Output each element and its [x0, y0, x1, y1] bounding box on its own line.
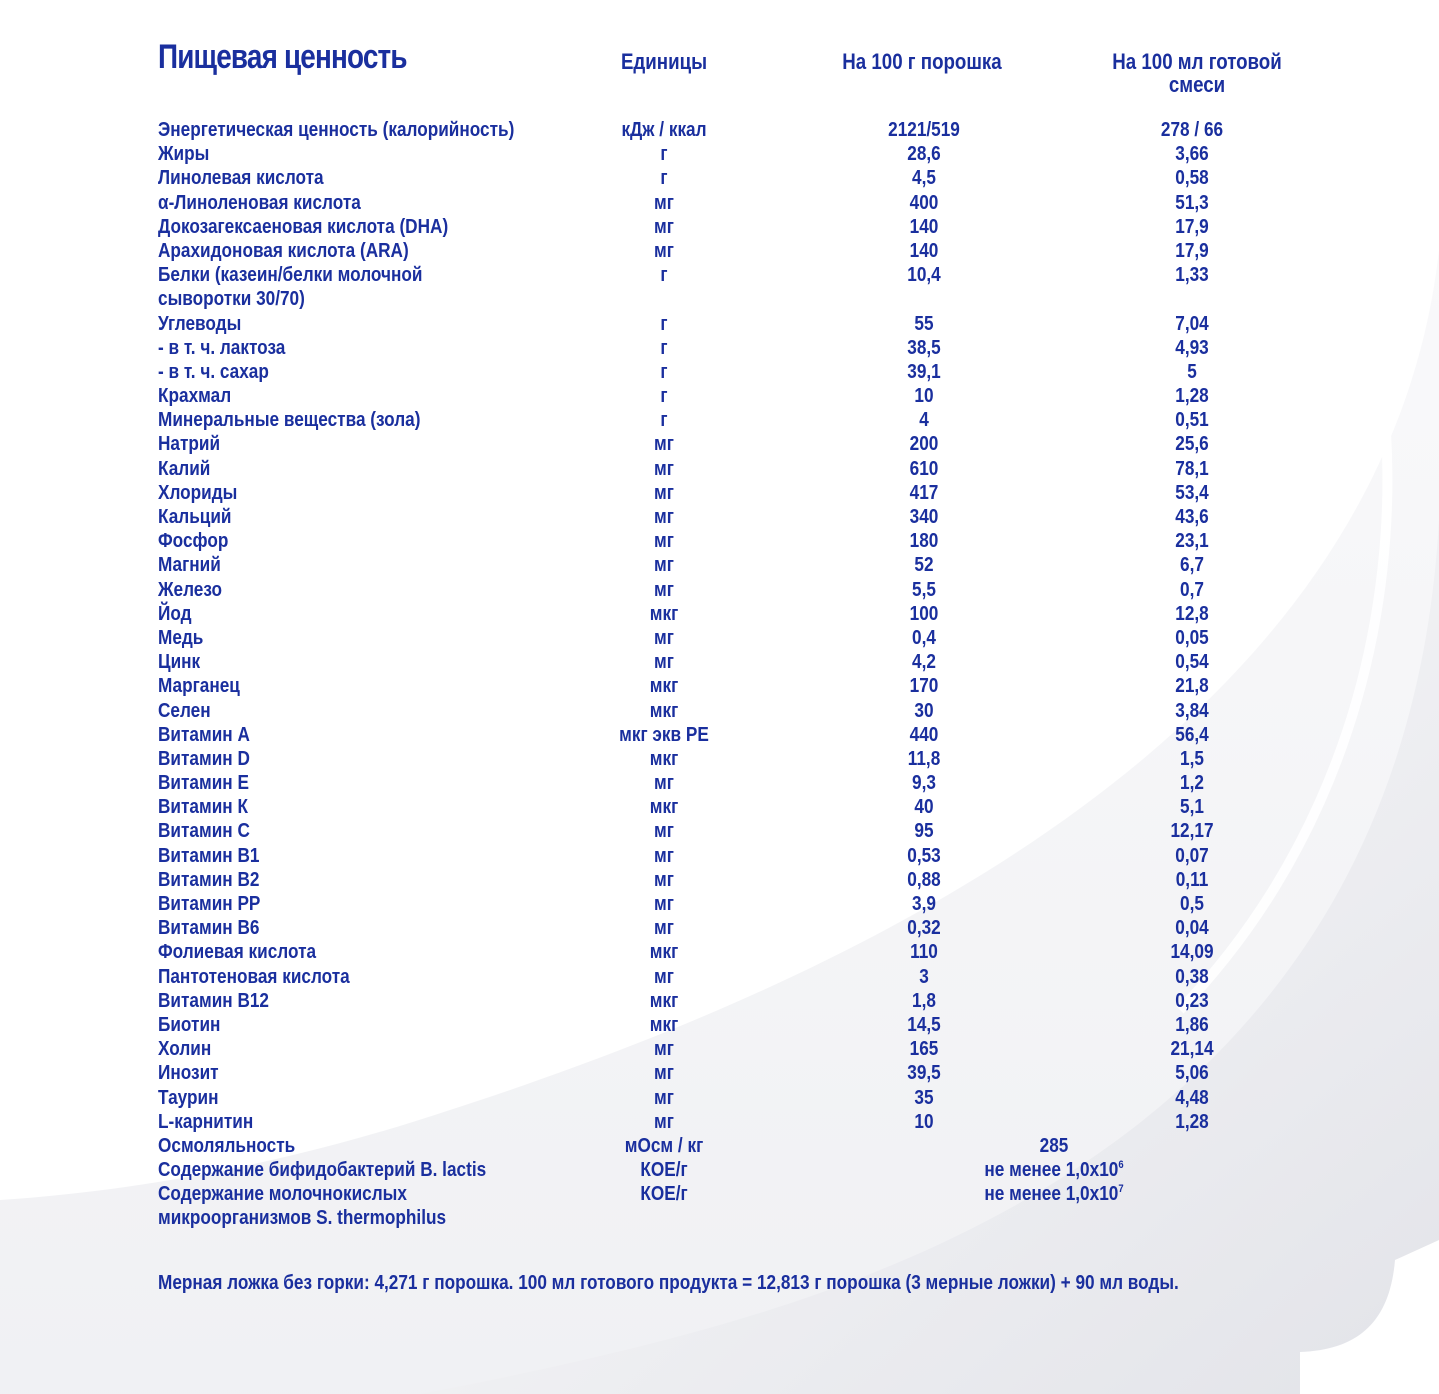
table-row — [0, 1086, 1439, 1110]
row-unit: мг — [654, 191, 674, 214]
table-row — [0, 312, 1439, 336]
row-name: Пантотеновая кислота — [158, 965, 350, 988]
row-per-ready: 0,5 — [1180, 893, 1204, 916]
row-merged-value — [951, 1158, 1157, 1185]
row-name: Хлориды — [158, 481, 238, 504]
table-row-special — [0, 1158, 1439, 1182]
row-name: - в т. ч. сахар — [158, 360, 269, 383]
row-per-ready: 5 — [1187, 360, 1197, 383]
row-name: Белки (казеин/белки молочной — [158, 264, 423, 287]
row-unit: мОсм / кг — [624, 1134, 704, 1157]
row-name: Витамин А — [158, 723, 250, 746]
row-unit: мг — [654, 626, 674, 649]
header-per-powder: На 100 г порошка — [842, 49, 1002, 74]
row-per-ready: 3,84 — [1175, 699, 1209, 722]
row-unit: мкг экв РЕ — [619, 723, 709, 746]
row-per-ready: 17,9 — [1175, 239, 1209, 262]
row-name: Селен — [158, 699, 211, 722]
row-per-ready: 278 / 66 — [1160, 119, 1224, 141]
row-per-ready: 7,04 — [1175, 312, 1209, 335]
row-per-powder: 0,4 — [912, 626, 936, 649]
table-row — [0, 432, 1439, 456]
row-name: Минеральные вещества (зола) — [158, 409, 421, 432]
row-per-powder: 110 — [910, 941, 938, 964]
row-per-ready: 0,7 — [1180, 578, 1204, 601]
row-name: Железо — [158, 578, 223, 601]
row-per-powder: 40 — [914, 796, 934, 819]
table-row — [0, 384, 1439, 408]
row-per-ready: 1,5 — [1180, 747, 1204, 770]
table-row — [0, 578, 1439, 602]
row-per-powder: 35 — [914, 1086, 934, 1109]
exponent: 6 — [1118, 1159, 1124, 1172]
row-unit: мг — [654, 1038, 674, 1061]
table-row — [0, 747, 1439, 771]
row-unit: г — [660, 312, 668, 335]
row-merged-value — [951, 1182, 1157, 1209]
row-name: Калий — [158, 457, 211, 480]
row-per-ready: 0,58 — [1175, 167, 1209, 190]
row-per-powder: 39,1 — [907, 360, 941, 383]
row-name: L-карнитин — [158, 1110, 254, 1133]
row-unit: мг — [654, 578, 674, 601]
row-per-powder: 400 — [909, 191, 939, 214]
row-unit: мг — [654, 651, 674, 674]
row-unit: мкг — [649, 602, 679, 625]
row-per-ready: 4,93 — [1175, 336, 1209, 359]
row-unit: мкг — [649, 747, 679, 770]
row-unit: мг — [654, 433, 674, 456]
row-name: Содержание бифидобактерий B. lactis — [158, 1159, 487, 1182]
row-per-powder: 3 — [919, 965, 929, 988]
row-unit: мг — [654, 1062, 674, 1085]
table-row — [0, 844, 1439, 868]
table-row — [0, 940, 1439, 964]
row-per-powder: 52 — [914, 554, 934, 577]
row-unit: мг — [654, 1110, 674, 1133]
row-name: Фосфор — [158, 530, 229, 553]
row-unit: г — [660, 409, 668, 432]
row-per-powder: 200 — [909, 433, 939, 456]
table-row-special — [0, 1182, 1439, 1230]
row-per-powder: 170 — [909, 675, 939, 698]
row-per-ready: 17,9 — [1175, 215, 1209, 238]
table-row — [0, 239, 1439, 263]
row-name: Витамин В6 — [158, 917, 260, 940]
row-name: Холин — [158, 1038, 212, 1061]
row-name-continued: микроорганизмов S. thermophilus — [158, 1207, 447, 1230]
row-per-powder: 610 — [909, 457, 939, 480]
table-row — [0, 650, 1439, 674]
row-name: Таурин — [158, 1086, 219, 1109]
row-per-powder: 140 — [909, 215, 939, 238]
row-per-ready: 21,14 — [1170, 1038, 1214, 1061]
row-name-continued: сыворотки 30/70) — [158, 288, 305, 311]
row-per-powder: 4,5 — [912, 167, 936, 190]
row-name: Кальций — [158, 506, 232, 529]
row-name: Марганец — [158, 675, 240, 698]
table-row — [0, 965, 1439, 989]
merged-value-text: 285 — [1039, 1134, 1069, 1157]
row-per-powder: 4 — [919, 409, 929, 432]
row-per-powder: 10,4 — [907, 264, 941, 287]
row-per-powder: 5,5 — [912, 578, 936, 601]
row-unit: мг — [654, 965, 674, 988]
row-name: Фолиевая кислота — [158, 941, 317, 964]
row-per-powder: 3,9 — [912, 893, 936, 916]
table-row — [0, 699, 1439, 723]
table-row — [0, 771, 1439, 795]
row-per-powder: 340 — [909, 506, 939, 529]
row-unit: г — [660, 143, 668, 166]
row-per-powder: 9,3 — [912, 772, 936, 795]
row-per-powder: 100 — [909, 602, 939, 625]
row-per-ready: 0,11 — [1175, 868, 1209, 891]
merged-value-text: не менее 1,0х10 — [984, 1159, 1119, 1182]
row-name: Инозит — [158, 1062, 219, 1085]
row-name: Витамин В1 — [158, 844, 260, 867]
row-unit: мг — [654, 554, 674, 577]
row-per-ready: 51,3 — [1175, 191, 1209, 214]
row-per-ready: 5,1 — [1180, 796, 1204, 819]
row-unit: мг — [654, 893, 674, 916]
table-row — [0, 263, 1439, 311]
header-per-ready: На 100 мл готовой смеси — [1112, 49, 1282, 97]
table-row — [0, 118, 1439, 142]
row-per-ready: 4,48 — [1175, 1086, 1209, 1109]
row-name: Йод — [158, 602, 192, 625]
table-row — [0, 408, 1439, 432]
row-unit: мг — [654, 820, 674, 843]
table-row — [0, 553, 1439, 577]
row-per-powder: 10 — [914, 1110, 934, 1133]
table-row — [0, 1061, 1439, 1085]
row-per-powder: 0,53 — [907, 844, 941, 867]
table-row — [0, 360, 1439, 384]
row-name: Магний — [158, 554, 221, 577]
row-per-powder: 180 — [909, 530, 939, 553]
row-name: Крахмал — [158, 385, 232, 408]
row-per-powder: 2121/519 — [888, 119, 960, 141]
row-per-ready: 0,07 — [1175, 844, 1209, 867]
row-unit: мг — [654, 1086, 674, 1109]
row-per-powder: 38,5 — [907, 336, 941, 359]
row-unit: КОЕ/г — [640, 1183, 688, 1206]
row-unit: мг — [654, 215, 674, 238]
row-per-powder: 28,6 — [907, 143, 941, 166]
table-row — [0, 819, 1439, 843]
row-per-powder: 417 — [909, 481, 939, 504]
row-per-ready: 1,28 — [1175, 385, 1209, 408]
row-name: Витамин В2 — [158, 868, 260, 891]
row-name: Медь — [158, 626, 204, 649]
table-row — [0, 795, 1439, 819]
table-row — [0, 166, 1439, 190]
row-unit: мкг — [649, 699, 679, 722]
row-per-ready: 21,8 — [1175, 675, 1209, 698]
row-name: Витамин В12 — [158, 989, 270, 1012]
row-per-ready: 56,4 — [1175, 723, 1209, 746]
row-unit: мкг — [649, 989, 679, 1012]
row-per-powder: 4,2 — [912, 651, 936, 674]
row-per-powder: 39,5 — [907, 1062, 941, 1085]
row-per-powder: 165 — [909, 1038, 939, 1061]
row-name: Цинк — [158, 651, 201, 674]
table-row-special — [0, 1134, 1439, 1158]
row-name: Энергетическая ценность (калорийность) — [158, 119, 515, 141]
row-per-ready: 53,4 — [1175, 481, 1209, 504]
table-row — [0, 1037, 1439, 1061]
row-per-powder: 0,88 — [907, 868, 941, 891]
table-row — [0, 191, 1439, 215]
row-name: Витамин С — [158, 820, 250, 843]
exponent: 7 — [1118, 1183, 1124, 1196]
table-row — [0, 868, 1439, 892]
row-unit: кДж / ккал — [621, 119, 707, 141]
row-unit: г — [660, 167, 668, 190]
row-name: Натрий — [158, 433, 221, 456]
table-row — [0, 989, 1439, 1013]
row-per-ready: 0,04 — [1175, 917, 1209, 940]
row-per-ready: 12,8 — [1175, 602, 1209, 625]
row-per-ready: 6,7 — [1180, 554, 1204, 577]
row-per-powder: 0,32 — [907, 917, 941, 940]
row-per-ready: 23,1 — [1175, 530, 1209, 553]
row-per-powder: 1,8 — [912, 989, 936, 1012]
row-unit: мг — [654, 481, 674, 504]
table-row — [0, 674, 1439, 698]
row-per-powder: 95 — [914, 820, 934, 843]
row-unit: мкг — [649, 941, 679, 964]
row-per-ready: 1,86 — [1175, 1013, 1209, 1036]
row-unit: мкг — [649, 796, 679, 819]
row-unit: мг — [654, 844, 674, 867]
table-row — [0, 336, 1439, 360]
table-row — [0, 626, 1439, 650]
footer-note: Мерная ложка без горки: 4,271 г порошка. 100 мл готового продукта = 12,813 г порошка (3 мерные ложки) + 90 мл воды. — [158, 1272, 1179, 1294]
table-row — [0, 142, 1439, 166]
row-name: Биотин — [158, 1013, 221, 1036]
row-per-ready: 0,38 — [1175, 965, 1209, 988]
merged-value-text: не менее 1,0х10 — [984, 1183, 1119, 1206]
table-row — [0, 529, 1439, 553]
row-unit: мг — [654, 239, 674, 262]
row-per-powder: 30 — [914, 699, 934, 722]
row-per-ready: 3,66 — [1175, 143, 1209, 166]
table-row — [0, 1110, 1439, 1134]
row-unit: мкг — [649, 675, 679, 698]
row-name: Углеводы — [158, 312, 242, 335]
row-per-ready: 0,05 — [1175, 626, 1209, 649]
table-row — [0, 457, 1439, 481]
table-row — [0, 602, 1439, 626]
table-row — [0, 892, 1439, 916]
row-name: - в т. ч. лактоза — [158, 336, 286, 359]
row-per-powder: 10 — [914, 385, 934, 408]
row-unit: мг — [654, 868, 674, 891]
table-row — [0, 916, 1439, 940]
table-row — [0, 505, 1439, 529]
row-name: Линолевая кислота — [158, 167, 324, 190]
row-per-ready: 78,1 — [1175, 457, 1209, 480]
row-per-ready: 5,06 — [1175, 1062, 1209, 1085]
row-unit: мг — [654, 506, 674, 529]
row-per-powder: 11,8 — [907, 747, 941, 770]
row-name: α-Линоленовая кислота — [158, 191, 361, 214]
row-unit: г — [660, 264, 668, 287]
table-row — [0, 723, 1439, 747]
table-row — [0, 215, 1439, 239]
table-row — [0, 481, 1439, 505]
row-unit: г — [660, 360, 668, 383]
row-per-powder: 140 — [909, 239, 939, 262]
row-name: Витамин РР — [158, 893, 261, 916]
row-unit: мг — [654, 772, 674, 795]
row-unit: мг — [654, 530, 674, 553]
row-per-ready: 43,6 — [1175, 506, 1209, 529]
row-name: Докозагексаеновая кислота (DHA) — [158, 215, 449, 238]
row-per-powder: 440 — [909, 723, 939, 746]
row-name: Содержание молочнокислых — [158, 1183, 407, 1206]
row-per-ready: 0,51 — [1175, 409, 1209, 432]
table-row — [0, 1013, 1439, 1037]
row-per-powder: 55 — [914, 312, 934, 335]
row-name: Витамин К — [158, 796, 248, 819]
row-per-ready: 0,54 — [1175, 651, 1209, 674]
row-per-ready: 1,2 — [1180, 772, 1204, 795]
row-unit: мг — [654, 917, 674, 940]
row-name: Витамин E — [158, 772, 249, 795]
row-unit: КОЕ/г — [640, 1159, 688, 1182]
row-name: Жиры — [158, 143, 210, 166]
row-per-ready: 25,6 — [1175, 433, 1209, 456]
row-unit: мкг — [649, 1013, 679, 1036]
row-unit: г — [660, 385, 668, 408]
row-per-ready: 0,23 — [1175, 989, 1209, 1012]
row-per-ready: 1,33 — [1175, 264, 1209, 287]
row-per-ready: 1,28 — [1175, 1110, 1209, 1133]
row-name: Витамин D — [158, 747, 250, 770]
header-units: Единицы — [620, 49, 708, 74]
row-per-ready: 12,17 — [1170, 820, 1214, 843]
row-unit: мг — [654, 457, 674, 480]
row-merged-value — [951, 1134, 1157, 1158]
table-body — [0, 118, 1439, 1231]
page-title: Пищевая ценность — [158, 38, 407, 76]
row-name: Арахидоновая кислота (ARA) — [158, 239, 409, 262]
row-unit: г — [660, 336, 668, 359]
row-per-ready: 14,09 — [1170, 941, 1214, 964]
row-name: Осмоляльность — [158, 1134, 296, 1157]
row-per-powder: 14,5 — [907, 1013, 941, 1036]
